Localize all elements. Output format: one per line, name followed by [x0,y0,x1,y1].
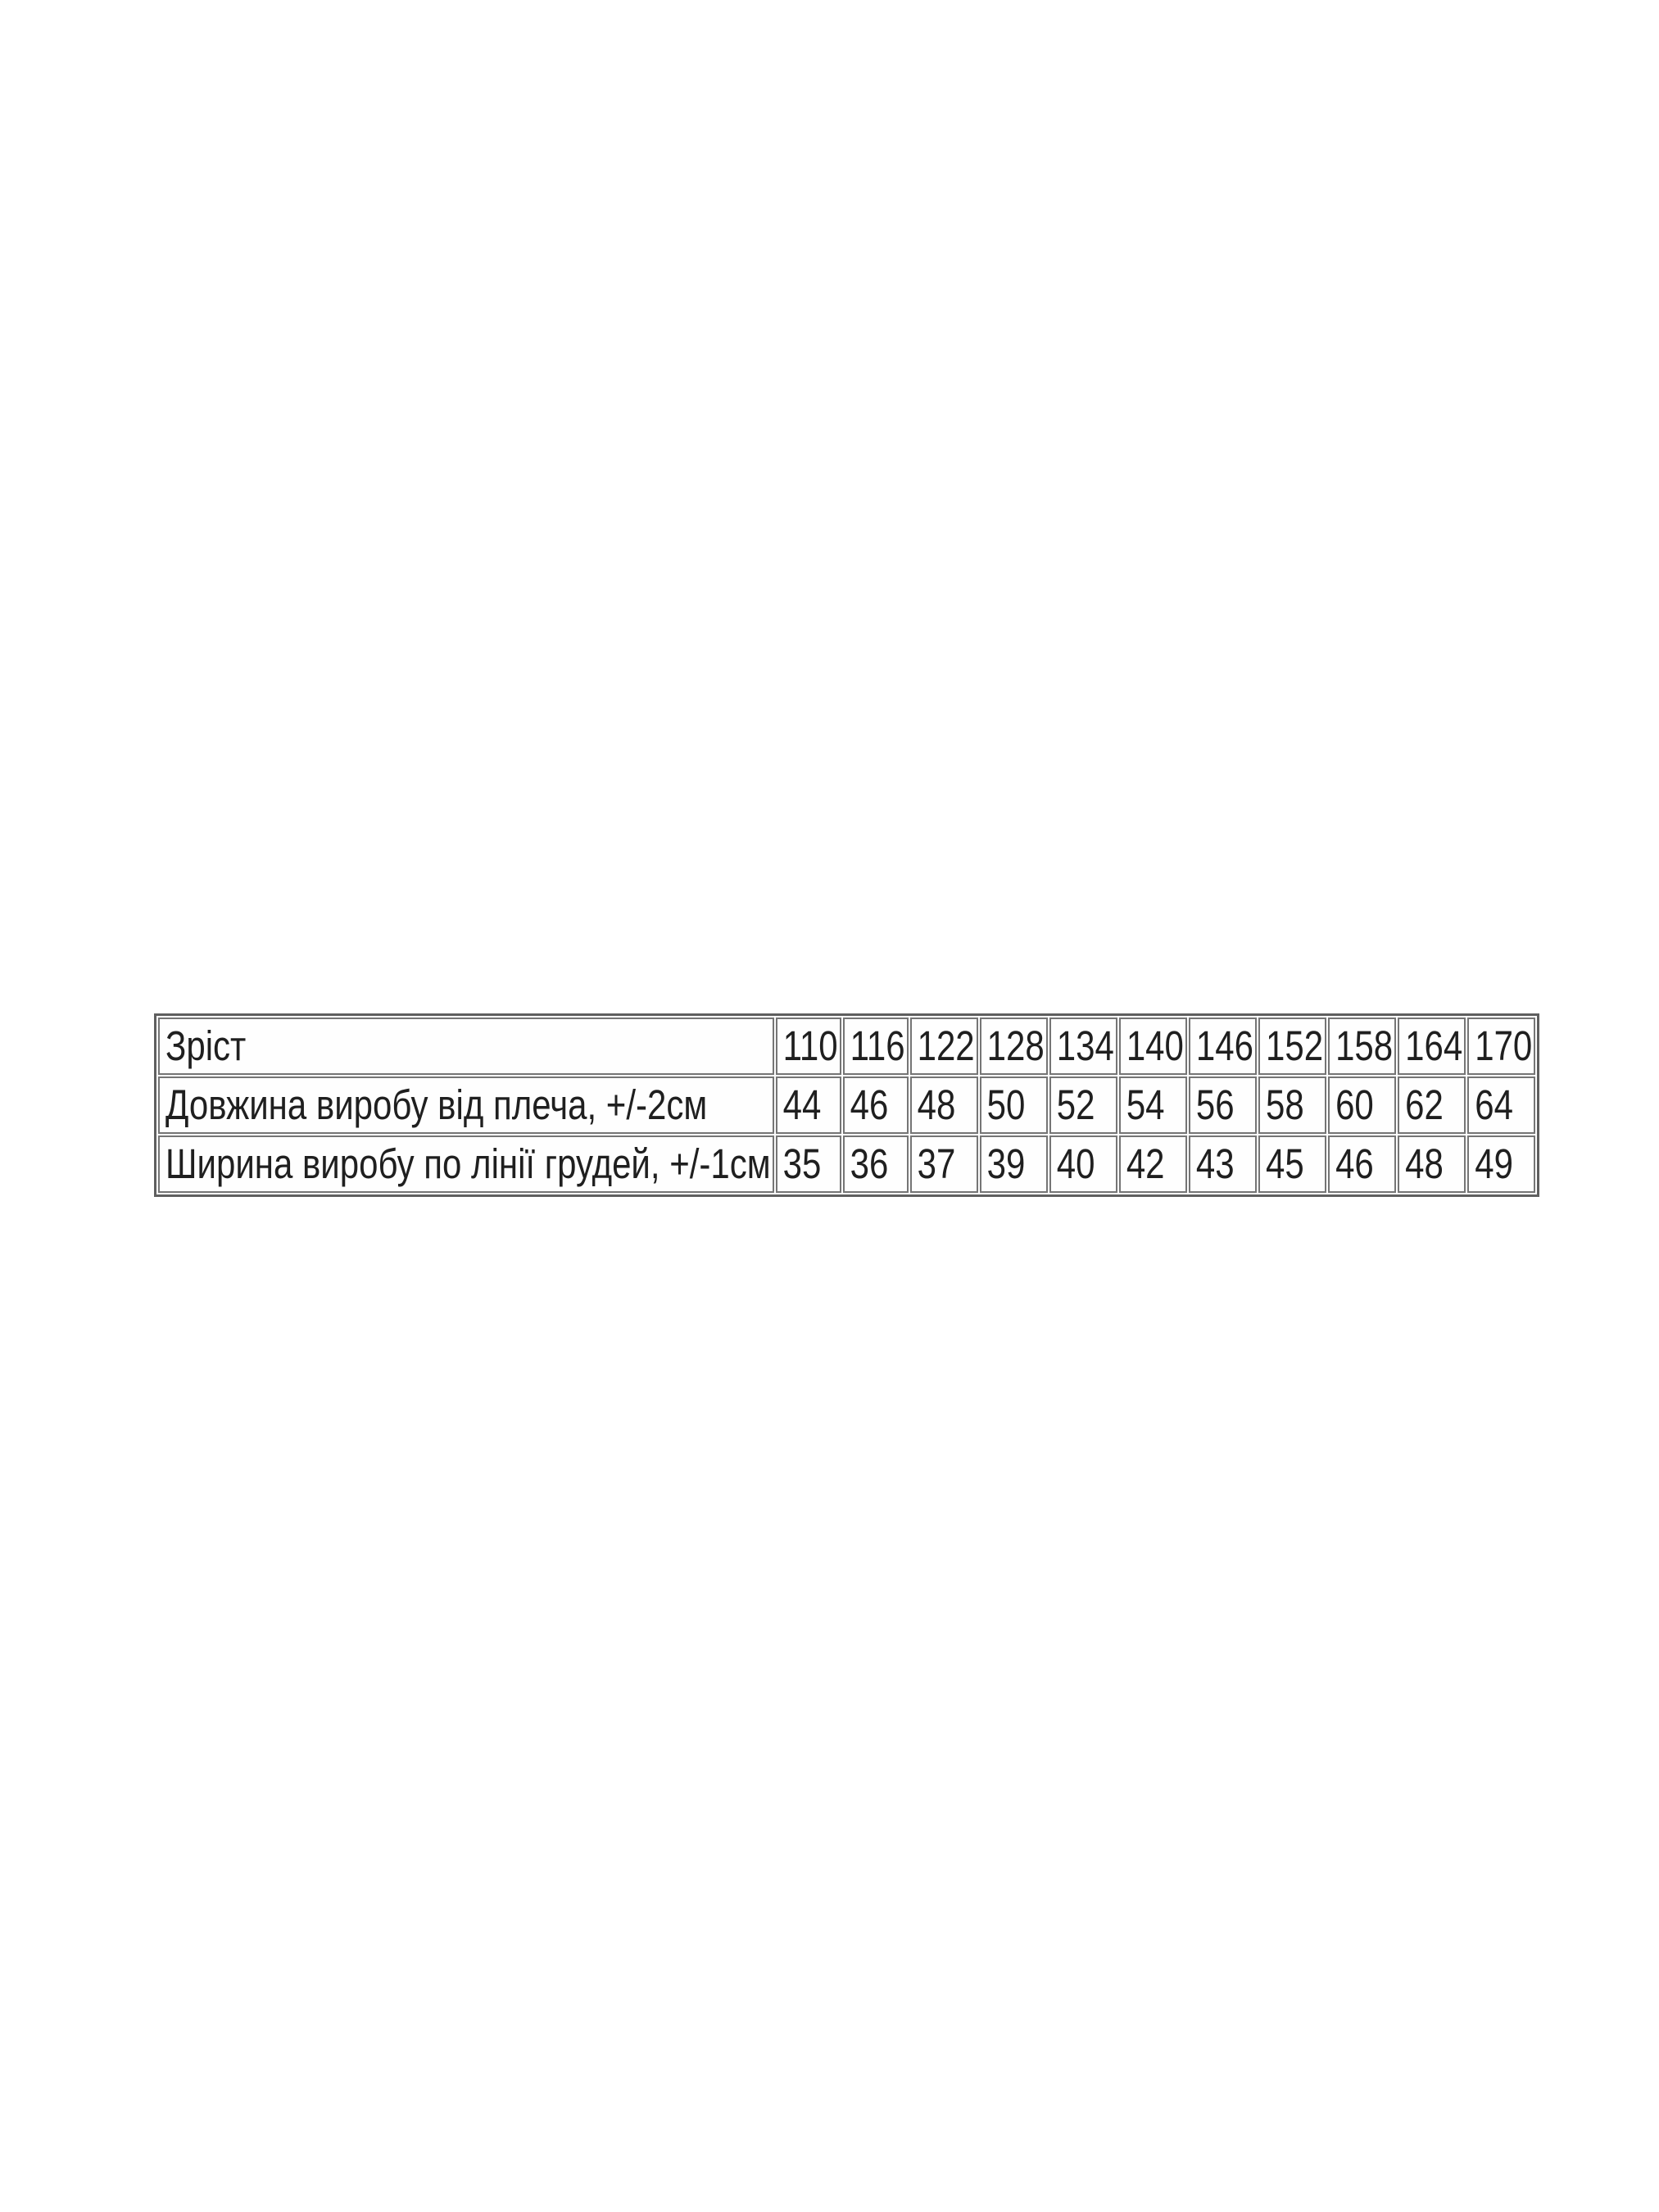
value-cell-text: 42 [1126,1140,1165,1188]
value-cell-text: 40 [1056,1140,1095,1188]
size-cell [1398,1018,1466,1075]
value-cell [980,1135,1048,1193]
size-cell-text: 134 [1056,1022,1114,1070]
value-cell-text: 49 [1475,1140,1513,1188]
size-cell-text: 146 [1195,1022,1253,1070]
value-cell [1328,1135,1396,1193]
value-cell [1328,1077,1396,1134]
value-cell [1189,1077,1257,1134]
size-cell [1119,1018,1187,1075]
value-cell-text: 35 [782,1140,822,1188]
value-cell [1467,1077,1535,1134]
value-cell-text: 39 [986,1140,1026,1188]
table-row [158,1077,1535,1134]
size-cell [910,1018,978,1075]
value-cell [1189,1135,1257,1193]
value-cell-text: 36 [850,1140,889,1188]
value-cell [776,1135,841,1193]
value-cell [1258,1077,1326,1134]
value-cell [1398,1135,1466,1193]
value-cell-text: 58 [1265,1081,1304,1129]
value-cell-text: 48 [1405,1140,1444,1188]
value-cell [843,1135,909,1193]
row-header-label [158,1018,774,1075]
value-cell-text: 52 [1056,1081,1095,1129]
value-cell-text: 64 [1475,1081,1513,1129]
row-label [158,1077,774,1134]
value-cell [910,1077,978,1134]
row-label [158,1135,774,1193]
value-cell [910,1135,978,1193]
value-cell [1049,1077,1117,1134]
size-cell-text: 170 [1475,1022,1533,1070]
size-cell-text: 140 [1126,1022,1184,1070]
size-cell-text: 152 [1265,1022,1324,1070]
row-label-text: Ширина виробу по лінії грудей, +/-1см [165,1140,771,1188]
value-cell [776,1077,841,1134]
size-cell [980,1018,1048,1075]
size-cell [776,1018,841,1075]
value-cell-text: 56 [1195,1081,1235,1129]
size-cell [1258,1018,1326,1075]
value-cell-text: 50 [986,1081,1026,1129]
value-cell-text: 43 [1195,1140,1235,1188]
value-cell [1049,1135,1117,1193]
value-cell [1467,1135,1535,1193]
value-cell-text: 54 [1126,1081,1165,1129]
size-cell-text: 122 [917,1022,975,1070]
size-cell [1049,1018,1117,1075]
size-chart-body [158,1018,1535,1193]
size-chart-container [154,1013,1539,1197]
size-cell-text: 110 [782,1022,838,1070]
size-chart-table [154,1013,1539,1197]
size-cell-text: 128 [986,1022,1045,1070]
value-cell [980,1077,1048,1134]
value-cell [1119,1135,1187,1193]
value-cell-text: 60 [1335,1081,1374,1129]
size-cell [1189,1018,1257,1075]
value-cell [1258,1135,1326,1193]
table-row [158,1135,1535,1193]
value-cell [843,1077,909,1134]
row-header-label-text: Зріст [165,1022,247,1070]
size-cell-text: 116 [850,1022,905,1070]
value-cell-text: 45 [1265,1140,1304,1188]
value-cell-text: 48 [917,1081,956,1129]
value-cell [1119,1077,1187,1134]
value-cell-text: 46 [1335,1140,1374,1188]
value-cell-text: 46 [850,1081,889,1129]
table-row-header [158,1018,1535,1075]
value-cell-text: 62 [1405,1081,1444,1129]
size-cell [1467,1018,1535,1075]
row-label-text: Довжина виробу від плеча, +/-2см [165,1081,708,1129]
value-cell [1398,1077,1466,1134]
size-cell [1328,1018,1396,1075]
value-cell-text: 44 [782,1081,822,1129]
size-cell-text: 158 [1335,1022,1394,1070]
size-cell [843,1018,909,1075]
size-cell-text: 164 [1405,1022,1463,1070]
value-cell-text: 37 [917,1140,956,1188]
